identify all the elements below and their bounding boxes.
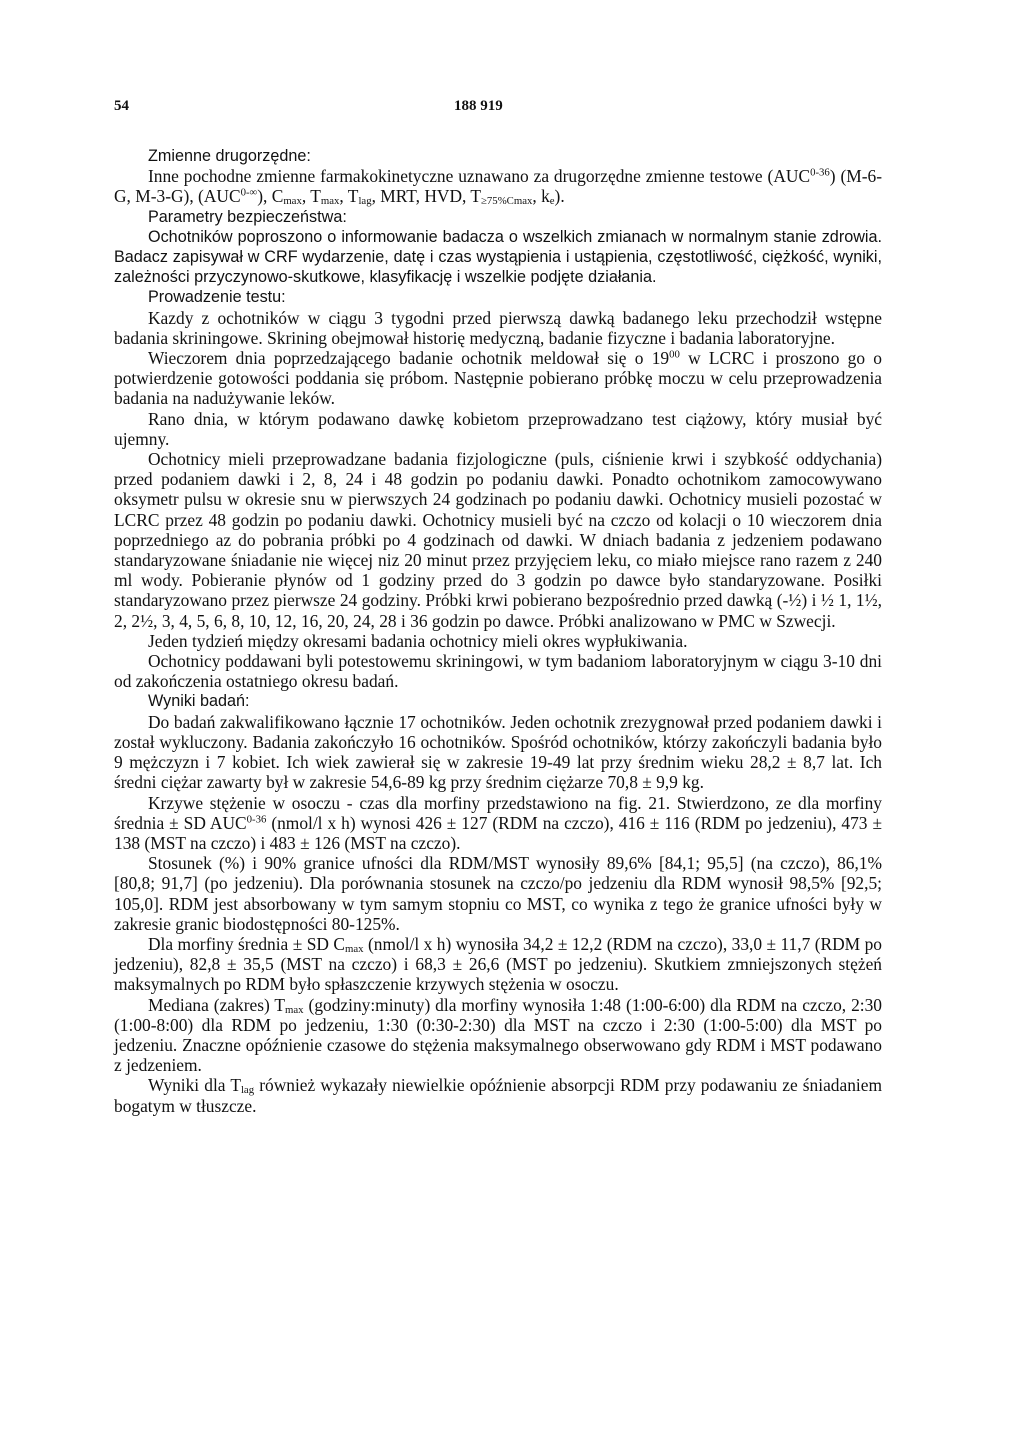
paragraph-conduct-4: Ochotnicy mieli przeprowadzane badania fizjologiczne (puls, ciśnienie krwi i szybkość oddychania) przed podaniem dawki i 2, 8, 24 i 48 godzin po podaniu dawki. Ponadto ochotnikom zamocowywano oksymetr pulsu w okresie snu w pierwszych 24 godzinach po podaniu dawki. Ochotnicy musieli pozostać w LCRC przez 48 godzin po podaniu dawki. Ochotnicy musieli być na czczo od kolacji o 10 wieczorem dnia poprzedniego az do pobrania próbki po 4 godzinach od dawki. W dniach badania z jedzeniem podawano standaryzowane śniadanie nie więcej niz 20 minut przez przyjęciem leku, co miało miejsce rano razem z 240 ml wody. Pobieranie płynów od 1 godziny przed do 3 godzin po dawce było standaryzowane. Posiłki standaryzowano przez pierwsze 24 godziny. Próbki krwi pobierano bezpośrednio przed dawką (-½) i ½ 1, 1½, 2, 2½, 3, 4, 5, 6, 8, 10, 12, 16, 20, 24, 28 i 36 godzin po dawce. Próbki analizowano w PMC w Szwecji.: [114, 449, 882, 631]
heading-results: Wyniki badań:: [148, 692, 250, 711]
paragraph-results-2: Krzywe stężenie w osoczu - czas dla morfiny przedstawiono na fig. 21. Stwierdzono, ze dla morfiny średnia ± SD AUC$^{0-36}$ (nmol/l x h) wynosi 426 ± 127 (RDM na czczo), 416 ± 116 (RDM po jedzeniu), 473 ± 138 (MST na czczo) i 483 ± 126 (MST na czczo).: [114, 792, 882, 853]
patent-number: 188 919: [454, 98, 503, 114]
heading-safety-parameters: Parametry bezpieczeństwa:: [148, 207, 347, 226]
paragraph-conduct-6: Ochotnicy poddawani byli potestowemu skriningowi, w tym badaniom laboratoryjnym w ciągu 3-10 dni od zakończenia ostatniego okresu badań.: [114, 651, 882, 692]
heading-secondary-variables: Zmienne drugorzędne:: [148, 147, 311, 165]
document-page: [114, 96, 882, 1116]
paragraph-results-6: Wyniki dla $T_{lag}$ również wykazały niewielkie opóźnienie absorpcji RDM przy podawaniu ze śniadaniem bogatym w tłuszcze.: [114, 1075, 882, 1116]
paragraph-results-4: Dla morfiny średnia ± SD $C_{max}$ (nmol/l x h) wynosiła 34,2 ± 12,2 (RDM na czczo), 33,0 ± 11,7 (RDM po jedzeniu), 82,8 ± 35,5 (MST na czczo) i 68,3 ± 26,6 (MST po jedzeniu). Skutkiem zmniejszonych stężeń maksymalnych po RDM było spłaszczenie krzywych stężenia w osoczu.: [114, 933, 882, 995]
paragraph-safety: Ochotników poproszono o informowanie badacza o wszelkich zmianach w normalnym stanie zdrowia. Badacz zapisywał w CRF wydarzenie, datę i czas wystąpienia i ustąpienia, częstotliwość, ciężkość, wyniki, zależności przyczynowo-skutkowe, klasyfikację i wszelkie podjęte działania.: [114, 227, 882, 287]
page-number: 54: [114, 98, 129, 114]
paragraph-conduct-1: Kazdy z ochotników w ciągu 3 tygodni przed pierwszą dawką badanego leku przechodził wstępne badania skriningowe. Skrining obejmował historię medyczną, badanie fizyczne i badania laboratoryjne.: [114, 307, 882, 348]
paragraph-secondary-variables: Inne pochodne zmienne farmakokinetyczne uznawano za drugorzędne zmienne testowe (AUC$^{0-36}$) (M-6-G, M-3-G), $(AUC^{0-\infty})$, $C_{max}$, $T_{max}$, $T_{lag}$, MRT, HVD, $T_{\ge 75\%Cmax}$, $k_e$).: [114, 166, 883, 208]
paragraph-results-1: Do badań zakwalifikowano łącznie 17 ochotników. Jeden ochotnik zrezygnował przed podaniem dawki i został wykluczony. Badania zakończyło 16 ochotników. Spośród ochotników, którzy zakończyli badania było 9 mężczyzn i 7 kobiet. Ich wiek zawierał się w zakresie 19-49 lat przy średnim wieku 28,2 ± 8,7 lat. Ich średni ciężar zawarty był w zakresie 54,6-89 kg przy średnim ciężarze 70,8 ± 9,9 kg.: [114, 711, 882, 793]
paragraph-results-5: Mediana (zakres) $T_{max}$ (godziny:minuty) dla morfiny wynosiła 1:48 (1:00-6:00) dla RDM na czczo, 2:30 (1:00-8:00) dla RDM po jedzeniu, 1:30 (0:30-2:30) dla MST na czczo i 2:30 (1:00-5:00) dla MST po jedzeniu. Znaczne opóźnienie czasowe do stężenia maksymalnego obserwowano gdy RDM i MST podawano z jedzeniem.: [114, 994, 882, 1076]
document-body: [114, 146, 882, 1116]
paragraph-results-3: Stosunek (%) i 90% granice ufności dla RDM/MST wynosiły 89,6% [84,1; 95,5] (na czczo), 86,1% [80,8; 91,7] (po jedzeniu). Dla porównania stosunek na czczo/po jedzeniu dla RDM wynosił 98,5% [92,5; 105,0]. RDM jest absorbowany w tym samym stopniu co MST, co wynika z tego że granice ufności były w zakresie granic biodostępności 80-125%.: [114, 853, 882, 934]
paragraph-conduct-2: Wieczorem dnia poprzedzającego badanie ochotnik meldował się o $19^{00}$ w LCRC i proszono go o potwierdzenie gotowości poddania się próbom. Następnie pobierano próbkę moczu w celu przeprowadzenia badania na nadużywanie leków.: [114, 348, 882, 409]
paragraph-conduct-5: Jeden tydzień między okresami badania ochotnicy mieli okres wypłukiwania.: [148, 630, 688, 651]
heading-test-conduct: Prowadzenie testu:: [148, 288, 286, 307]
paragraph-conduct-3: Rano dnia, w którym podawano dawkę kobietom przeprowadzano test ciążowy, który musiał być ujemny.: [114, 408, 882, 449]
page-header: [114, 96, 882, 118]
